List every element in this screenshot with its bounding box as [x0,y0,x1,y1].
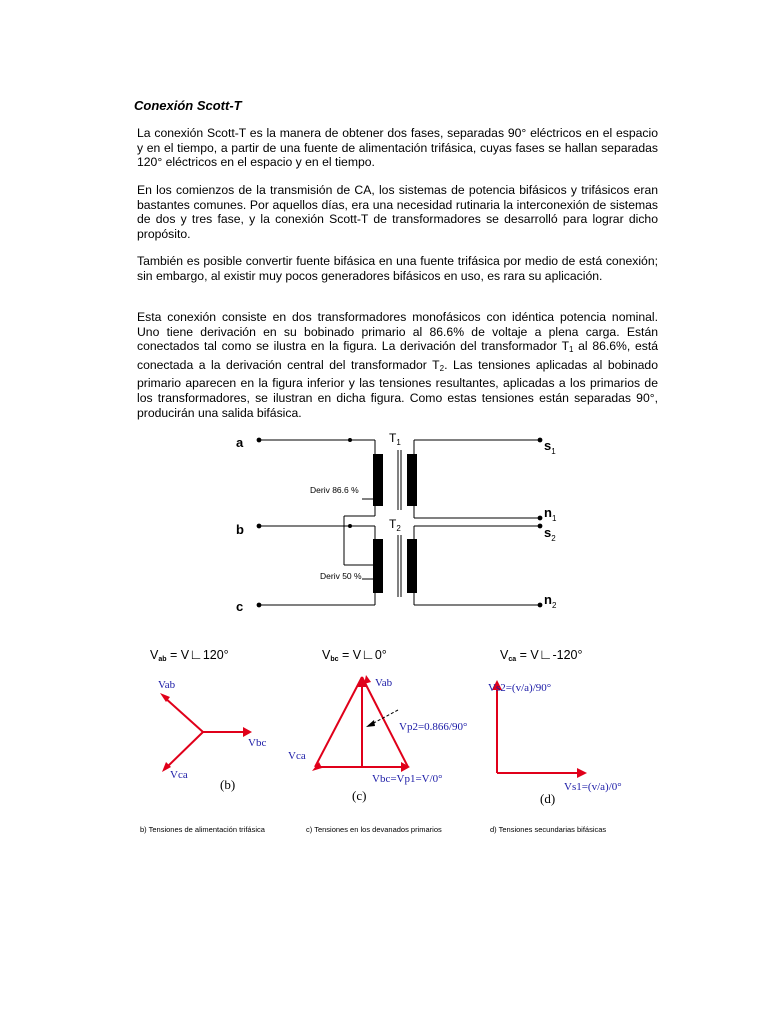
paragraph-reverse: También es posible convertir fuente bifásica en una fuente trifásica por medio de está conexión; sin embargo, al existir muy pocos generadores bifásicos en uso, es rara su aplicación. [137,254,658,283]
c-vca-label: Vca [288,750,306,762]
equation-vab: Vab = V∟120° [150,646,229,663]
output-n1-label: $n_1$ [544,505,557,523]
t2-label: $T_2$ [389,517,401,533]
b-vca-label: Vca [170,769,188,781]
paragraph-description: Esta conexión consiste en dos transformadores monofásicos con idéntica potencia nominal. Uno tiene derivación en su bobinado primario al 86.6% de voltaje a plena carga. Están conectados tal como se ilustra en la figura. La derivación del transformador $T_1$ al 86.6%, está conectada a la derivación central del transformador $T_2$. Las tensiones aplicadas al bobinado primario aparecen en la figura inferior y las tensiones resultantes, aplicadas a los primarios de los transformadores, se ilustran en dicha figura. Como estas tensiones están separadas 90°, producirán una salida bifásica. [137,310,658,420]
tap-86-label: Deriv 86.6 % [310,485,359,495]
phasor-diagram-b [160,693,252,772]
paragraph-history: En los comienzos de la transmisión de CA, los sistemas de potencia bifásicos y trifásicos eran bastantes comunes. Por aquellos días, era una necesidad rutinaria la interconexión de sistemas de dos y tres fase, y la conexión Scott-T de transformadores se desarrolló para lograr dicho propósito. [137,183,658,241]
t1-secondary-coil [407,454,417,506]
input-b-label: b [236,522,244,537]
terminal-dots [257,438,543,608]
c-vp2-arrowhead [366,720,375,727]
c-vp2-label: Vp2=0.866/90° [399,721,468,733]
input-c-label: c [236,599,244,614]
t2-secondary-coil [407,539,417,593]
equation-vca: Vca = V∟-120° [500,646,583,663]
t2-primary-coil [373,539,383,593]
d-vs2-label: Vs2=(v/a)/90° [488,682,552,694]
caption-c: c) Tensiones en los devanados primarios [306,825,442,834]
output-s1-label: $s_1$ [544,438,556,456]
t1-primary-coil [373,454,383,506]
b-vbc-label: Vbc [248,737,267,749]
paragraph-intro: La conexión Scott-T es la manera de obtener dos fases, separadas 90° eléctricos en el espacio y en el tiempo, a partir de una fuente de alimentación trifásica, cuyas fases se hallan separadas 120° eléctricos en el espacio y en el tiempo. [137,126,658,170]
b-figure-label: (b) [220,777,236,792]
input-a-label: a [236,435,244,450]
d-figure-label: (d) [540,791,556,806]
phasor-equations [150,646,582,663]
phasor-diagram-c [312,675,410,772]
output-n2-label: $n_2$ [544,592,557,610]
output-s2-label: $s_2$ [544,525,556,543]
tap-50-label: Deriv 50 % [320,571,362,581]
d-vs1-label: Vs1=(v/a)/0° [564,781,622,793]
equation-vbc: Vbc = V∟0° [322,646,387,663]
t1-label: $T_1$ [389,431,401,447]
c-vbc-label: Vbc=Vp1=V/0° [372,773,443,785]
phasor-diagram-d [492,680,587,778]
caption-d: d) Tensiones secundarias bifásicas [490,825,607,834]
caption-b: b) Tensiones de alimentación trifásica [140,825,265,834]
c-vab-label: Vab [375,677,393,689]
b-vab-label: Vab [158,679,176,691]
page-title: Conexión Scott-T [134,98,242,113]
c-figure-label: (c) [352,788,367,803]
scott-t-circuit [259,440,540,605]
